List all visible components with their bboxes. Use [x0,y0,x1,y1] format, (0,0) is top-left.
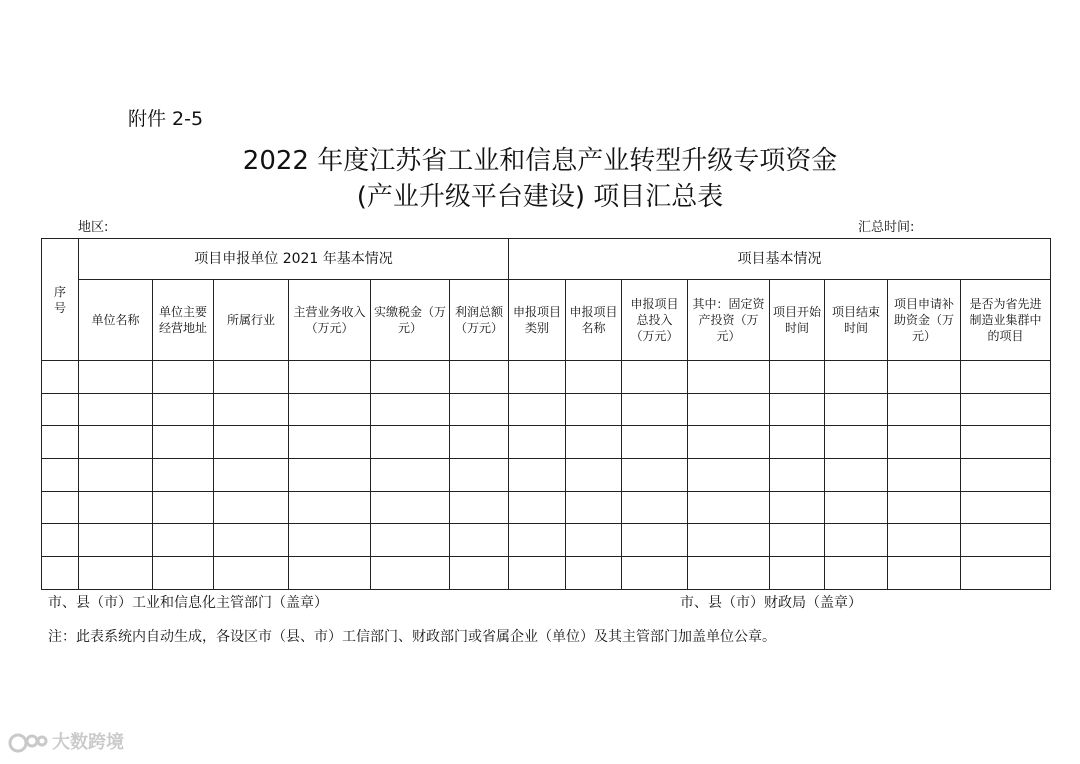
watermark [8,728,124,754]
col-header: 单位主要经营地址 [153,280,214,361]
table-cell [688,393,770,426]
table-cell [888,459,961,492]
table-cell [961,557,1051,590]
table-cell [450,393,509,426]
table-row [42,524,1051,557]
table-cell [825,393,888,426]
col-header: 申报项目总投入（万元） [622,280,688,361]
table-cell [961,393,1051,426]
table-cell [888,393,961,426]
table-cell [509,524,566,557]
table-cell [961,491,1051,524]
signature-industry-dept: 市、县（市）工业和信息化主管部门（盖章） [48,595,328,611]
col-header: 是否为省先进制造业集群中的项目 [961,280,1051,361]
table-cell [770,491,825,524]
table-cell [450,524,509,557]
table-cell [566,426,622,459]
table-cell [961,459,1051,492]
table-cell [153,524,214,557]
col-header: 实缴税金（万元） [371,280,450,361]
table-cell [566,491,622,524]
table-cell [622,557,688,590]
table-cell [566,361,622,394]
table-row [42,361,1051,394]
table-cell [566,459,622,492]
table-cell [214,459,289,492]
table-cell [450,557,509,590]
table-row [42,393,1051,426]
table-cell [79,393,153,426]
table-cell [509,491,566,524]
table-cell [509,557,566,590]
table-cell [79,491,153,524]
table-cell [289,426,371,459]
watermark-text: 大数跨境 [52,732,124,753]
table-cell [888,491,961,524]
table-cell [509,393,566,426]
table-cell [79,426,153,459]
table-cell [961,361,1051,394]
table-cell [770,361,825,394]
col-header: 项目开始时间 [770,280,825,361]
table-cell [214,393,289,426]
table-cell [688,524,770,557]
table-cell [961,524,1051,557]
summary-table [41,238,1051,590]
footnote: 注：此表系统内自动生成，各设区市（县、市）工信部门、财政部门或省属企业（单位）及其主管部门加盖单位公章。 [48,629,776,645]
col-header: 利润总额（万元） [450,280,509,361]
table-cell [42,557,79,590]
table-cell [622,459,688,492]
table-cell [79,459,153,492]
table-cell [371,426,450,459]
table-cell [371,524,450,557]
table-cell [153,459,214,492]
table-cell [566,393,622,426]
table-cell [688,459,770,492]
watermark-logo-icon [8,732,48,754]
table-cell [42,426,79,459]
table-cell [825,459,888,492]
table-cell [371,491,450,524]
table-cell [214,426,289,459]
table-cell [42,459,79,492]
table-cell [622,524,688,557]
table-cell [566,524,622,557]
col-header: 项目结束时间 [825,280,888,361]
table-cell [371,557,450,590]
seq-header: 序 号 [42,239,79,361]
table-cell [825,361,888,394]
table-cell [566,557,622,590]
table-cell [79,557,153,590]
table-cell [688,361,770,394]
summary-time-label: 汇总时间: [858,220,915,235]
table-cell [770,393,825,426]
table-cell [79,361,153,394]
table-row [42,557,1051,590]
table-cell [214,361,289,394]
table-cell [450,361,509,394]
table-cell [214,491,289,524]
col-header: 所属行业 [214,280,289,361]
table-cell [688,426,770,459]
table-cell [153,361,214,394]
table-cell [888,557,961,590]
document-title-line2: (产业升级平台建设) 项目汇总表 [356,182,724,212]
group-header-unit: 项目申报单位 2021 年基本情况 [79,239,509,280]
attachment-label: 附件 2-5 [128,108,204,130]
table-cell [450,426,509,459]
table-cell [825,524,888,557]
table-cell [371,361,450,394]
table-cell [42,524,79,557]
column-header-row [42,280,1051,361]
group-header-project: 项目基本情况 [509,239,1051,280]
table-cell [371,459,450,492]
signature-finance-bureau: 市、县（市）财政局（盖章） [680,595,862,611]
col-header: 其中：固定资产投资（万元） [688,280,770,361]
table-row [42,426,1051,459]
col-header: 主营业务收入（万元） [289,280,371,361]
table-cell [770,524,825,557]
table-cell [825,426,888,459]
table-cell [509,459,566,492]
table-cell [289,393,371,426]
table-cell [688,557,770,590]
table-row [42,491,1051,524]
table-cell [770,426,825,459]
table-cell [450,491,509,524]
table-cell [42,491,79,524]
table-cell [289,524,371,557]
col-header: 申报项目类别 [509,280,566,361]
table-cell [622,393,688,426]
col-header: 单位名称 [79,280,153,361]
table-cell [289,491,371,524]
table-cell [622,361,688,394]
table-cell [214,557,289,590]
table-cell [770,557,825,590]
region-label: 地区: [78,220,109,235]
table-cell [688,491,770,524]
table-cell [825,557,888,590]
table-cell [450,459,509,492]
table-cell [622,491,688,524]
table-cell [153,393,214,426]
table-cell [79,524,153,557]
table-cell [509,426,566,459]
table-cell [153,426,214,459]
table-cell [888,524,961,557]
table-cell [42,393,79,426]
table-cell [371,393,450,426]
table-cell [961,426,1051,459]
table-cell [509,361,566,394]
table-cell [888,426,961,459]
table-cell [289,557,371,590]
table-cell [42,361,79,394]
table-cell [770,459,825,492]
table-cell [289,361,371,394]
table-row [42,459,1051,492]
table-cell [888,361,961,394]
group-header-row [42,239,1051,280]
col-header: 申报项目名称 [566,280,622,361]
document-title-line1: 2022 年度江苏省工业和信息产业转型升级专项资金 [242,146,838,176]
table-cell [622,426,688,459]
table-cell [153,557,214,590]
table-cell [153,491,214,524]
col-header: 项目申请补助资金（万元） [888,280,961,361]
table-cell [289,459,371,492]
table-cell [825,491,888,524]
table-cell [214,524,289,557]
